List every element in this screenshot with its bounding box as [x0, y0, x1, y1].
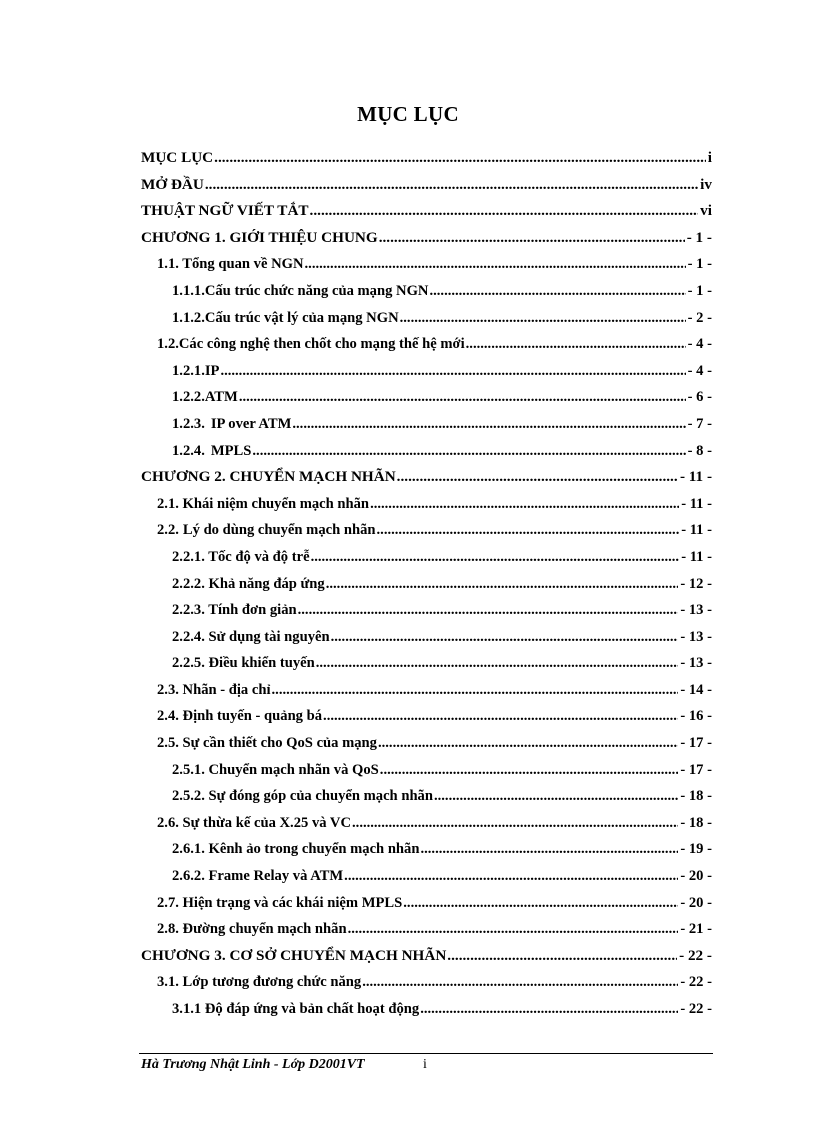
- toc-entry[interactable]: [141, 384, 712, 411]
- toc-entry[interactable]: [141, 438, 712, 465]
- toc-dot-leader: [214, 145, 706, 172]
- toc-entry-page: - 20 -: [680, 868, 712, 885]
- toc-entry-page: - 22 -: [680, 974, 712, 991]
- toc-dot-leader: [380, 757, 679, 784]
- toc-entry-text: 2.5. Sự cần thiết cho QoS của mạng: [157, 735, 377, 752]
- toc-entry-text: 2.5.2. Sự đóng góp của chuyển mạch nhãn: [172, 788, 433, 805]
- toc-entry-text: IP over ATM: [210, 415, 292, 432]
- toc-entry-page: - 1 -: [687, 282, 712, 299]
- toc-dot-leader: [377, 517, 680, 544]
- toc-entry[interactable]: [141, 251, 712, 278]
- toc-entry-page: - 14 -: [680, 681, 712, 698]
- toc-entry-page: - 4 -: [687, 362, 712, 379]
- toc-entry[interactable]: [141, 916, 712, 943]
- toc-entry[interactable]: [141, 810, 712, 837]
- toc-entry-page: - 12 -: [680, 575, 712, 592]
- toc-dot-leader: [252, 438, 685, 465]
- toc-entry-page: - 17 -: [680, 761, 712, 778]
- toc-entry-text: 2.6.2. Frame Relay và ATM: [172, 868, 344, 885]
- toc-entry-text: Các công nghệ then chốt cho mạng thế hệ mới: [178, 336, 465, 353]
- toc-entry[interactable]: [141, 491, 712, 518]
- toc-entry-page: i: [707, 149, 712, 166]
- toc-entry[interactable]: [141, 225, 712, 252]
- toc-entry-number: 1.2.: [157, 336, 179, 353]
- toc-entry[interactable]: [141, 544, 712, 571]
- toc-dot-leader: [434, 783, 678, 810]
- toc-entry-text: 2.4. Định tuyến - quảng bá: [157, 708, 323, 725]
- toc-entry-page: - 17 -: [680, 735, 712, 752]
- footer-author: Hà Trương Nhật Linh - Lớp D2001VT: [141, 1057, 365, 1072]
- toc-dot-leader: [310, 198, 699, 225]
- toc-dot-leader: [370, 491, 679, 518]
- toc-entry-number: 1.2.1.: [172, 362, 205, 379]
- toc-entry[interactable]: [141, 836, 712, 863]
- toc-entry-page: - 8 -: [687, 442, 712, 459]
- toc-entry-text: 1.1. Tổng quan về NGN: [157, 256, 304, 273]
- toc-dot-leader: [323, 703, 678, 730]
- toc-entry-number: 1.2.4.: [172, 442, 205, 459]
- toc-entry-page: - 19 -: [680, 841, 712, 858]
- toc-entry-page: - 21 -: [680, 921, 712, 938]
- toc-entry[interactable]: [141, 145, 712, 172]
- toc-entry-text: CHƯƠNG 2. CHUYỂN MẠCH NHÃN: [141, 468, 396, 486]
- toc-entry-number: 1.2.3.: [172, 415, 205, 432]
- toc-entry-text: 2.3. Nhãn - địa chỉ: [157, 681, 271, 698]
- toc-dot-leader: [420, 996, 678, 1023]
- toc-entry-page: - 20 -: [680, 894, 712, 911]
- toc-entry-page: - 2 -: [687, 309, 712, 326]
- toc-entry-text: 2.2.4. Sử dụng tài nguyên: [172, 628, 330, 645]
- toc-dot-leader: [420, 836, 678, 863]
- toc-entry-page: - 1 -: [686, 228, 712, 246]
- toc-entry-text: MỤC LỤC: [141, 149, 214, 166]
- toc-entry-number: 1.1.2.: [172, 309, 205, 326]
- toc-entry-text: 3.1.1 Độ đáp ứng và bản chất hoạt động: [172, 1001, 420, 1017]
- toc-entry-text: THUẬT NGỮ VIẾT TẮT: [141, 202, 309, 220]
- toc-entry-text: CHƯƠNG 1. GIỚI THIỆU CHUNG: [141, 228, 378, 246]
- toc-entry[interactable]: [141, 331, 712, 358]
- toc-dot-leader: [326, 571, 679, 598]
- toc-entry-page: - 13 -: [680, 602, 712, 619]
- toc-entry-text: 2.6.1. Kênh ảo trong chuyển mạch nhãn: [172, 841, 420, 858]
- toc-entry-text: 3.1. Lớp tương đương chức năng: [157, 974, 362, 991]
- toc-dot-leader: [403, 890, 678, 917]
- toc-dot-leader: [298, 597, 679, 624]
- toc-entry-page: - 22 -: [680, 1001, 712, 1017]
- toc-entry[interactable]: [141, 943, 712, 970]
- toc-dot-leader: [331, 624, 679, 651]
- toc-entry[interactable]: [141, 278, 712, 305]
- toc-dot-leader: [400, 305, 686, 332]
- toc-dot-leader: [447, 943, 677, 970]
- toc-entry-page: iv: [700, 175, 712, 193]
- toc-entry-text: IP: [204, 362, 220, 379]
- toc-entry-number: 2.2.: [157, 522, 179, 539]
- toc-dot-leader: [311, 544, 680, 571]
- toc-entry-page: - 22 -: [679, 946, 712, 964]
- toc-dot-leader: [352, 810, 678, 837]
- toc-entry-number: 1.2.2.: [172, 389, 205, 406]
- toc-entry-text: 2.5.1. Chuyển mạch nhãn và QoS: [172, 761, 379, 778]
- toc-dot-leader: [397, 464, 678, 491]
- toc-entry[interactable]: [141, 650, 712, 677]
- toc-entry-text: 2.2.2. Khả năng đáp ứng: [172, 575, 325, 592]
- toc-entry-text: Cấu trúc vật lý của mạng NGN: [204, 309, 399, 326]
- toc-entry[interactable]: [141, 517, 712, 544]
- toc-entry-page: - 11 -: [681, 522, 712, 539]
- toc-entry-text: MỞ ĐẦU: [141, 175, 204, 193]
- toc-dot-leader: [348, 916, 679, 943]
- toc-entry[interactable]: [141, 996, 712, 1023]
- toc-entry-text: MPLS: [210, 442, 252, 459]
- toc-dot-leader: [272, 677, 679, 704]
- toc-entry[interactable]: [141, 172, 712, 199]
- toc-entry[interactable]: [141, 411, 712, 438]
- toc-dot-leader: [316, 650, 679, 677]
- toc-entry-page: - 11 -: [681, 495, 712, 512]
- toc-entry-number: 1.1.1.: [172, 282, 205, 299]
- footer-page-number: i: [423, 1057, 427, 1072]
- footer-divider: [139, 1053, 713, 1054]
- toc-entry[interactable]: [141, 783, 712, 810]
- table-of-contents: [141, 145, 712, 1023]
- toc-dot-leader: [344, 863, 678, 890]
- toc-entry-text: 2.6. Sự thừa kế của X.25 và VC: [157, 814, 352, 831]
- toc-dot-leader: [292, 411, 685, 438]
- toc-entry[interactable]: [141, 969, 712, 996]
- toc-entry-text: ATM: [204, 389, 238, 406]
- toc-entry-page: - 16 -: [680, 708, 712, 725]
- toc-entry-page: - 18 -: [680, 814, 712, 831]
- toc-entry-page: - 6 -: [687, 389, 712, 406]
- toc-entry-text: CHƯƠNG 3. CƠ SỞ CHUYỂN MẠCH NHÃN: [141, 946, 447, 964]
- toc-entry-text: 2.2.5. Điều khiển tuyến: [172, 655, 315, 672]
- toc-dot-leader: [379, 225, 685, 252]
- toc-entry-page: - 13 -: [680, 655, 712, 672]
- toc-entry[interactable]: [141, 358, 712, 385]
- toc-dot-leader: [378, 730, 678, 757]
- toc-dot-leader: [205, 172, 698, 199]
- toc-dot-leader: [429, 278, 685, 305]
- toc-entry-page: - 11 -: [681, 548, 712, 565]
- toc-dot-leader: [362, 969, 678, 996]
- toc-entry[interactable]: [141, 757, 712, 784]
- toc-entry[interactable]: [141, 863, 712, 890]
- toc-entry[interactable]: [141, 305, 712, 332]
- toc-entry-page: - 1 -: [687, 256, 712, 273]
- toc-entry[interactable]: [141, 597, 712, 624]
- toc-entry[interactable]: [141, 703, 712, 730]
- toc-entry-page: - 11 -: [679, 468, 712, 486]
- toc-entry-text: Cấu trúc chức năng của mạng NGN: [204, 282, 429, 299]
- toc-entry-page: vi: [700, 202, 712, 220]
- toc-entry-page: - 4 -: [687, 336, 712, 353]
- toc-dot-leader: [220, 358, 685, 385]
- toc-entry-page: - 13 -: [680, 628, 712, 645]
- toc-entry-text: 2.1. Khái niệm chuyển mạch nhãn: [157, 495, 370, 512]
- toc-entry[interactable]: [141, 677, 712, 704]
- toc-entry-text: Lý do dùng chuyển mạch nhãn: [182, 522, 376, 539]
- toc-entry-text: 2.8. Đường chuyển mạch nhãn: [157, 921, 347, 938]
- toc-entry[interactable]: [141, 464, 712, 491]
- toc-dot-leader: [466, 331, 686, 358]
- toc-entry-text: 2.2.3. Tính đơn giản: [172, 602, 297, 619]
- toc-entry-page: - 7 -: [687, 415, 712, 432]
- toc-entry[interactable]: [141, 624, 712, 651]
- toc-entry-page: - 18 -: [680, 788, 712, 805]
- toc-title: MỤC LỤC: [357, 102, 459, 126]
- toc-entry[interactable]: [141, 730, 712, 757]
- toc-entry-text: 2.7. Hiện trạng và các khái niệm MPLS: [157, 894, 403, 911]
- toc-dot-leader: [239, 384, 686, 411]
- toc-entry[interactable]: [141, 198, 712, 225]
- toc-entry-text: 2.2.1. Tốc độ và độ trễ: [172, 548, 310, 565]
- toc-entry[interactable]: [141, 890, 712, 917]
- toc-dot-leader: [305, 251, 686, 278]
- toc-entry[interactable]: [141, 571, 712, 598]
